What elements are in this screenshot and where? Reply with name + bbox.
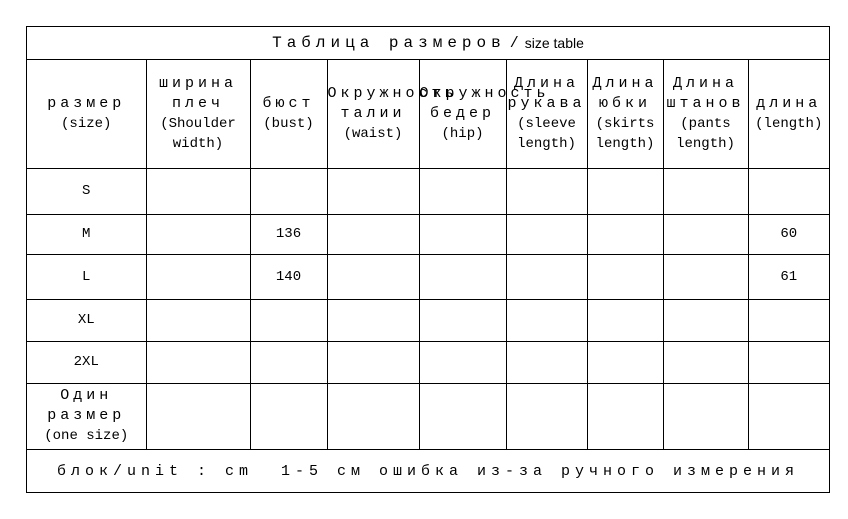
table-cell	[587, 168, 663, 214]
header-skirt: Длина юбки (skirts length)	[587, 60, 663, 168]
table-cell	[663, 168, 748, 214]
table-cell	[506, 341, 587, 383]
table-cell	[327, 168, 419, 214]
table-cell	[419, 214, 506, 254]
table-cell	[587, 299, 663, 341]
table-cell	[506, 214, 587, 254]
header-length: длина (length)	[748, 60, 829, 168]
table-cell	[419, 168, 506, 214]
table-cell	[419, 254, 506, 299]
table-cell	[663, 254, 748, 299]
size-chart	[26, 26, 830, 493]
table-cell	[587, 214, 663, 254]
table-cell	[146, 214, 250, 254]
size-label: Один размер (one size)	[27, 383, 146, 449]
title-russian: Таблица размеров	[272, 34, 506, 52]
table-cell	[250, 383, 327, 449]
title-english: size table	[524, 35, 584, 51]
header-waist: Окружность талии (waist)	[327, 60, 419, 168]
table-cell	[146, 341, 250, 383]
header-row	[27, 60, 829, 168]
table-cell	[506, 254, 587, 299]
size-label: XL	[27, 299, 146, 341]
size-label: M	[27, 214, 146, 254]
table-cell	[146, 254, 250, 299]
table-cell: 60	[748, 214, 829, 254]
table-cell	[250, 168, 327, 214]
table-cell	[327, 254, 419, 299]
table-cell	[587, 383, 663, 449]
table-cell	[748, 341, 829, 383]
header-sleeve: Длина рукава (sleeve length)	[506, 60, 587, 168]
table-cell: 140	[250, 254, 327, 299]
table-cell	[419, 383, 506, 449]
table-row	[27, 383, 829, 449]
table-cell	[506, 299, 587, 341]
table-cell	[663, 214, 748, 254]
table-cell	[327, 214, 419, 254]
table-row	[27, 214, 829, 254]
header-bust: бюст (bust)	[250, 60, 327, 168]
table-title	[27, 27, 829, 60]
table-cell	[419, 299, 506, 341]
table-cell	[748, 383, 829, 449]
header-hip: Окружность бедер (hip)	[419, 60, 506, 168]
table-cell	[146, 299, 250, 341]
table-cell: 136	[250, 214, 327, 254]
table-cell	[327, 341, 419, 383]
table-cell	[506, 168, 587, 214]
title-separator: /	[509, 34, 519, 52]
table-row	[27, 341, 829, 383]
table-cell	[506, 383, 587, 449]
size-label: 2XL	[27, 341, 146, 383]
header-shoulder: ширина плеч (Shoulder width)	[146, 60, 250, 168]
table-cell	[419, 341, 506, 383]
size-label: S	[27, 168, 146, 214]
table-cell	[663, 383, 748, 449]
table-cell	[748, 299, 829, 341]
table-row	[27, 168, 829, 214]
table-cell	[327, 383, 419, 449]
table-row	[27, 299, 829, 341]
table-cell	[250, 341, 327, 383]
table-cell	[250, 299, 327, 341]
table-cell: 61	[748, 254, 829, 299]
header-pants: Длина штанов (pants length)	[663, 60, 748, 168]
size-label: L	[27, 254, 146, 299]
table-cell	[327, 299, 419, 341]
table-row	[27, 254, 829, 299]
table-cell	[587, 254, 663, 299]
table-cell	[748, 168, 829, 214]
size-table	[27, 60, 829, 449]
table-cell	[146, 168, 250, 214]
unit-note: блок/unit : cm 1-5 см ошибка из-за ручного измерения	[27, 449, 829, 492]
header-size: размер (size)	[27, 60, 146, 168]
table-cell	[587, 341, 663, 383]
table-cell	[663, 299, 748, 341]
table-cell	[146, 383, 250, 449]
table-cell	[663, 341, 748, 383]
